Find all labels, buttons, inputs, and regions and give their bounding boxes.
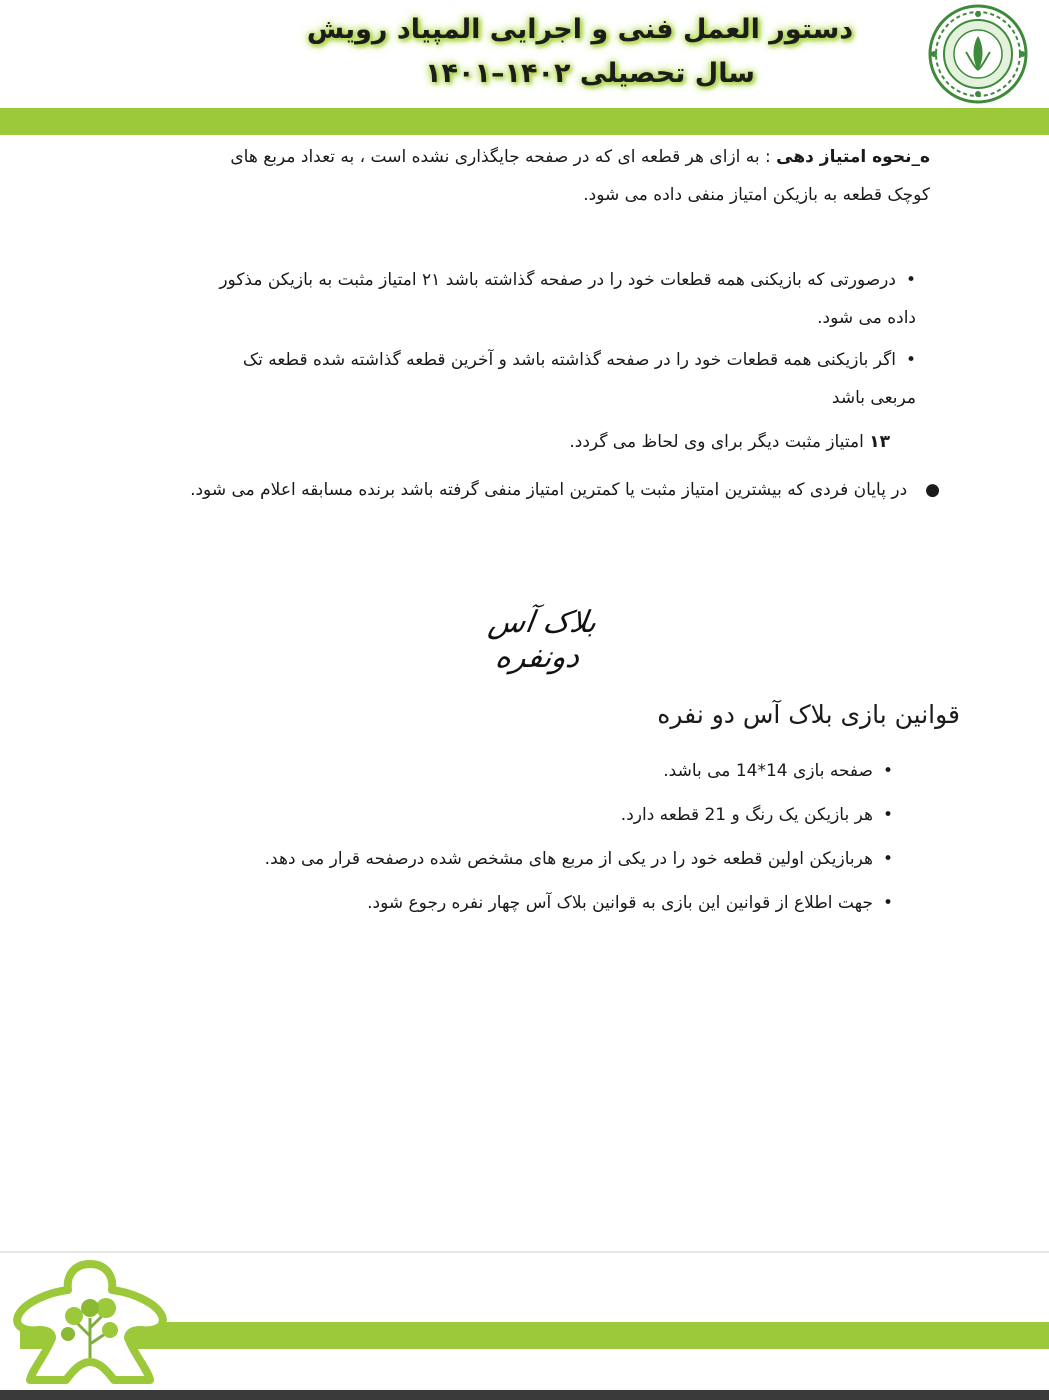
bullet-icon: • [905,270,916,290]
page-header [0,0,1049,108]
list-item [200,846,893,872]
list-item [500,758,893,784]
list-item-text: در پایان فردی که بیشترین امتیاز مثبت یا کمترین امتیاز منفی گرفته باشد برنده مسابقه اعلام می شود. [190,480,908,500]
bullet-icon: • [882,893,893,913]
list-item-text: هربازیکن اولین قطعه خود را در یکی از مربع های مشخص شده درصفحه قرار می دهد. [264,849,873,869]
list-item-continuation: مربعی باشد [831,388,916,408]
bullet-icon: ● [925,480,940,500]
list-item-continuation: داده می شود. [817,308,916,328]
bullet-icon: • [882,805,893,825]
list-item-text: هر بازیکن یک رنگ و 21 قطعه دارد. [620,805,873,825]
rules-title: قوانین بازی بلاک آس دو نفره [657,700,960,729]
scoring-text-line2: کوچک قطعه به بازیکن امتیاز منفی داده می شود. [583,185,930,205]
list-item-text: جهت اطلاع از قوانین این بازی به قوانین بلاک آس چهار نفره رجوع شود. [367,893,873,913]
list-item [150,340,916,380]
meeple-tree-logo-icon [10,1258,170,1388]
academic-year: سال تحصیلی ۱۴۰۲–۱۴۰۱ [425,58,755,89]
header-accent-bar [0,108,1049,135]
scoring-paragraph [185,138,930,176]
list-item [500,802,893,828]
extra-points-line [400,422,890,462]
bullet-icon: • [882,849,893,869]
list-item-text: درصورتی که بازیکنی همه قطعات خود را در صفحه گذاشته باشد ۲۱ امتیاز مثبت به بازیکن مذکور [219,270,896,290]
extra-points-text: امتیاز مثبت دیگر برای وی لحاظ می گردد. [569,432,870,452]
footer-divider [0,1251,1049,1253]
list-item [150,260,916,300]
footer-accent-bar [20,1322,1049,1349]
bullet-icon: • [905,350,916,370]
list-item [120,470,940,510]
list-item-text: صفحه بازی 14*14 می باشد. [663,761,873,781]
scoring-label: ه_نحوه امتیاز دهی [776,147,930,167]
scoring-text-line1: : به ازای هر قطعه ای که در صفحه جایگذاری نشده است ، به تعداد مربع های [230,147,777,167]
list-item [300,890,893,916]
section-heading: بلاک آس دونفره [486,605,599,675]
emblem-seal-icon [914,2,1042,106]
page-bottom-edge [0,1390,1049,1400]
list-item-text: اگر بازیکنی همه قطعات خود را در صفحه گذاشته باشد و آخرین قطعه گذاشته شده قطعه تک [242,350,896,370]
document-title: دستور العمل فنی و اجرایی المپیاد رویش [306,14,854,45]
extra-points-number: ۱۳ [869,432,890,452]
bullet-icon: • [882,761,893,781]
